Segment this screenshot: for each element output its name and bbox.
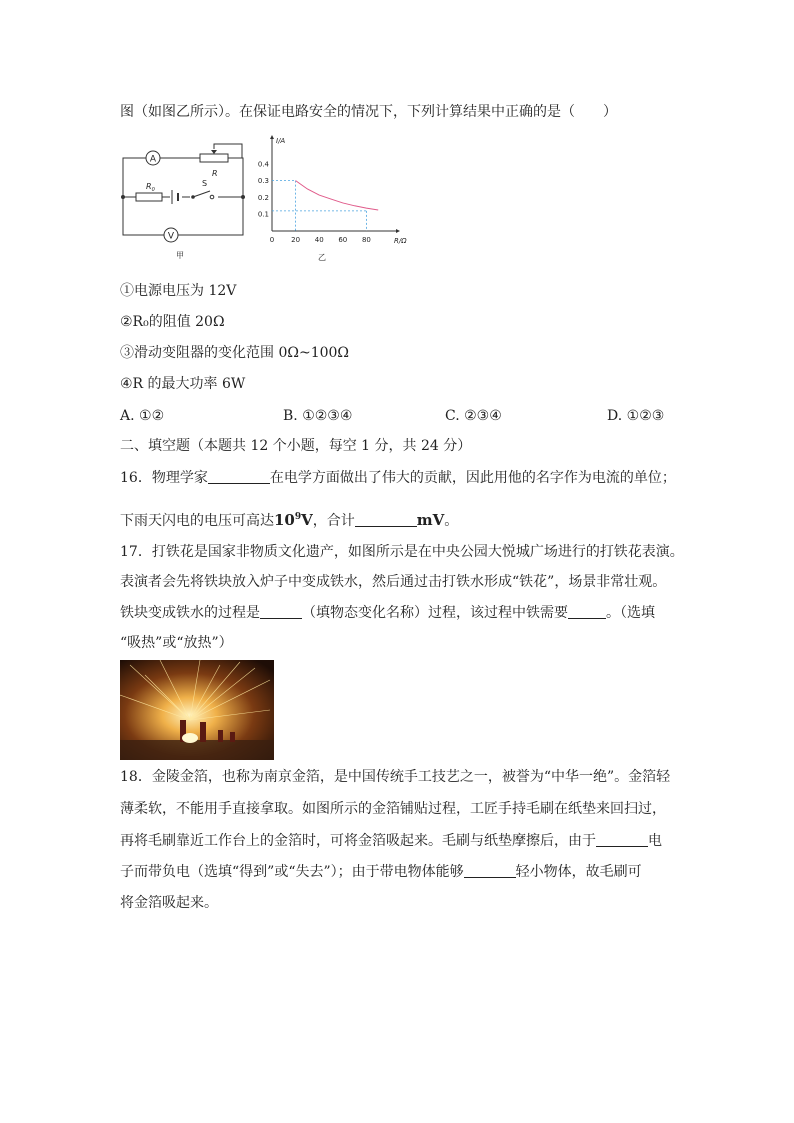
option-text: ①②③④	[302, 408, 353, 424]
option-letter: A.	[120, 408, 135, 424]
switch-icon	[190, 191, 218, 202]
circuit-diagram-jia	[118, 140, 253, 265]
statement-4: ④R 的最大功率 6W	[120, 376, 246, 392]
y-axis-label: I/A	[276, 137, 286, 145]
q18-line-2: 薄柔软，不能用手直接拿取。如图所示的金箔铺贴过程，工匠手持毛刷在纸垫来回扫过，	[120, 801, 666, 817]
option-b[interactable]	[283, 406, 352, 426]
i-r-curve	[296, 181, 379, 210]
statement-3: ③滑动变阻器的变化范围 0Ω~100Ω	[120, 345, 350, 361]
q18-line-4: 子而带负电（选填“得到”或“失去”）；由于带电物体能够 轻小物体，故毛刷可	[120, 864, 642, 880]
x-tick-label: 80	[361, 236, 371, 244]
q18-blank-2[interactable]	[464, 863, 516, 878]
statement-1: ①电源电压为 12V	[120, 283, 237, 299]
y-tick-label: 0.1	[257, 210, 269, 219]
option-letter: D.	[607, 408, 623, 424]
q16-blank-2[interactable]	[355, 512, 417, 527]
q17-line-2: 表演者会先将铁块放入炉子中变成铁水，然后通过击打铁水形成“铁花”，场景非常壮观。	[120, 574, 667, 590]
option-a[interactable]	[120, 406, 164, 426]
statement-2: ②R₀的阻值 20Ω	[120, 314, 225, 330]
r0-label: $R_0$	[146, 182, 155, 193]
option-letter: C.	[445, 408, 460, 424]
svg-text:V: V	[167, 231, 175, 242]
y-tick-label: 0.3	[257, 177, 269, 186]
q18-line-5: 将金箔吸起来。	[120, 895, 218, 911]
q18-blank-1[interactable]	[596, 832, 648, 847]
x-tick-label: 60	[338, 236, 348, 244]
graph-yi	[256, 135, 416, 265]
q18-line-3: 再将毛刷靠近工作台上的金箔时，可将金箔吸起来。毛刷与纸垫摩擦后，由于 电	[120, 833, 662, 849]
option-text: ①②③	[626, 408, 665, 424]
rheostat-label: R	[212, 169, 218, 178]
x-tick-label: 40	[314, 236, 324, 244]
q16-blank-1[interactable]	[208, 469, 270, 484]
option-letter: B.	[283, 408, 298, 424]
figure-jia-caption: 甲	[176, 251, 184, 260]
ammeter-icon	[146, 151, 160, 165]
y-tick-label: 0.4	[257, 160, 269, 169]
q17-line-3: 铁块变成铁水的过程是 （填物态变化名称）过程，该过程中铁需要 。（选填	[120, 605, 655, 621]
rheostat-icon	[200, 144, 242, 162]
q16-line-1: 16．物理学家 在电学方面做出了伟大的贡献，因此用他的名字作为电流的单位；	[120, 470, 676, 486]
iron-flower-photo	[120, 660, 274, 760]
option-text: ①②	[139, 408, 165, 424]
svg-text:A: A	[149, 154, 157, 165]
switch-label: S	[202, 179, 208, 188]
q16-line-2: 下雨天闪电的电压可高达$10^9V$，合计 mV。	[120, 511, 459, 529]
y-tick-label: 0.2	[257, 193, 269, 202]
q17-blank-2[interactable]	[568, 604, 606, 619]
option-d[interactable]	[607, 406, 664, 426]
x-tick-label: 0	[269, 236, 275, 244]
q17-line-1: 17．打铁花是国家非物质文化遗产，如图所示是在中央公园大悦城广场进行的打铁花表演。	[120, 544, 684, 560]
x-axis-arrow	[396, 229, 400, 233]
q17-line-4: “吸热”或“放热”）	[120, 635, 233, 651]
y-axis-arrow	[270, 135, 274, 139]
option-text: ②③④	[464, 408, 502, 424]
battery-icon	[170, 190, 182, 204]
voltmeter-icon	[164, 228, 178, 242]
q18-line-1: 18．金陵金箔，也称为南京金箔，是中国传统手工技艺之一，被誉为“中华一绝”。金箔轻	[120, 769, 671, 785]
figure-yi-caption: 乙	[318, 253, 326, 262]
option-c[interactable]	[445, 406, 502, 426]
q17-blank-1[interactable]	[260, 604, 302, 619]
x-tick-label: 20	[291, 236, 301, 244]
section-title: 二、填空题（本题共 12 个小题，每空 1 分，共 24 分）	[120, 438, 472, 454]
voltage-value: $10^9V$	[274, 511, 313, 529]
question-intro: 图（如图乙所示）。在保证电路安全的情况下，下列计算结果中正确的是（ ）	[120, 104, 617, 120]
x-axis-label: R/Ω	[394, 237, 407, 245]
resistor-r0-icon	[136, 193, 162, 201]
